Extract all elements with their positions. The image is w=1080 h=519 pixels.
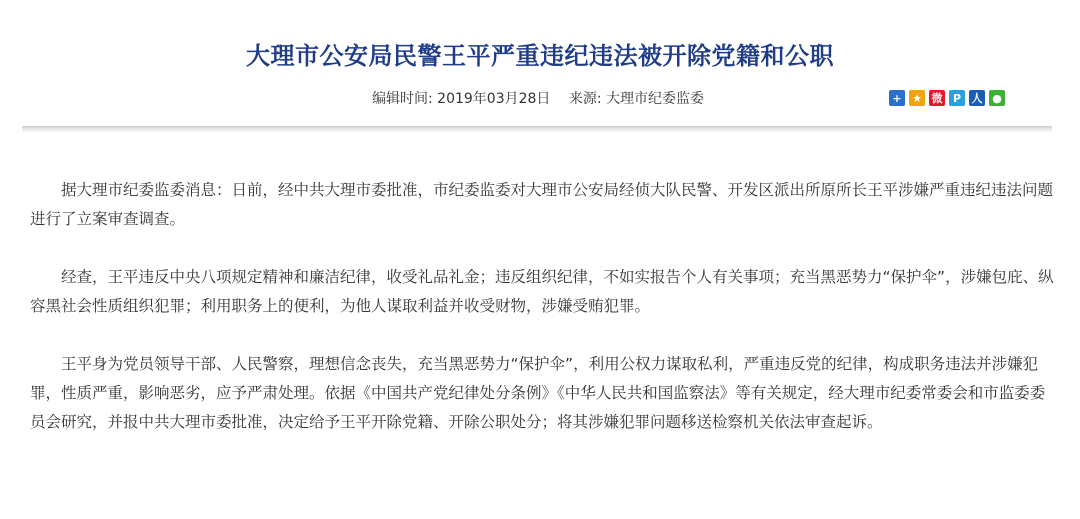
edit-time: 2019年03月28日 — [437, 91, 551, 107]
paragraph: 经查，王平违反中央八项规定精神和廉洁纪律，收受礼品礼金；违反组织纪律，不如实报告个人有关事项；充当黑恶势力“保护伞”，涉嫌包庇、纵容黑社会性质组织犯罪；利用职务上的便利，为他人谋取利益并收受财物，涉嫌受贿犯罪。 — [30, 268, 1054, 315]
header-divider — [22, 126, 1052, 133]
share-wechat-icon[interactable]: ● — [989, 90, 1005, 106]
share-tencent-weibo-icon[interactable]: P — [949, 90, 965, 106]
article-meta-row — [0, 86, 1080, 110]
share-more-icon[interactable]: + — [889, 90, 905, 106]
share-renren-icon[interactable]: 人 — [969, 90, 985, 106]
paragraph: 据大理市纪委监委消息：日前，经中共大理市委批准，市纪委监委对大理市公安局经侦大队民警、开发区派出所原所长王平涉嫌严重违纪违法问题进行了立案审查调查。 — [30, 181, 1054, 228]
edit-time-label: 编辑时间: — [372, 91, 433, 107]
share-qzone-icon[interactable]: ★ — [909, 90, 925, 106]
article-meta — [372, 88, 704, 108]
source: 大理市纪委监委 — [606, 91, 705, 107]
source-label: 来源: — [568, 91, 602, 107]
share-bar — [889, 90, 1005, 106]
share-weibo-icon[interactable]: 微 — [929, 90, 945, 106]
article-title: 大理市公安局民警王平严重违纪违法被开除党籍和公职 — [246, 42, 834, 70]
paragraph: 王平身为党员领导干部、人民警察，理想信念丧失，充当黑恶势力“保护伞”，利用公权力谋取私利，严重违反党的纪律，构成职务违法并涉嫌犯罪，性质严重，影响恶劣，应予严肃处理。依据《中国共产党纪律处分条例》《中华人民共和国监察法》等有关规定，经大理市纪委常委会和市监委委员会研究，并报中共大理市委批准，决定给予王平开除党籍、开除公职处分；将其涉嫌犯罪问题移送检察机关依法审查起诉。 — [30, 355, 1046, 431]
article-body — [30, 176, 1054, 466]
